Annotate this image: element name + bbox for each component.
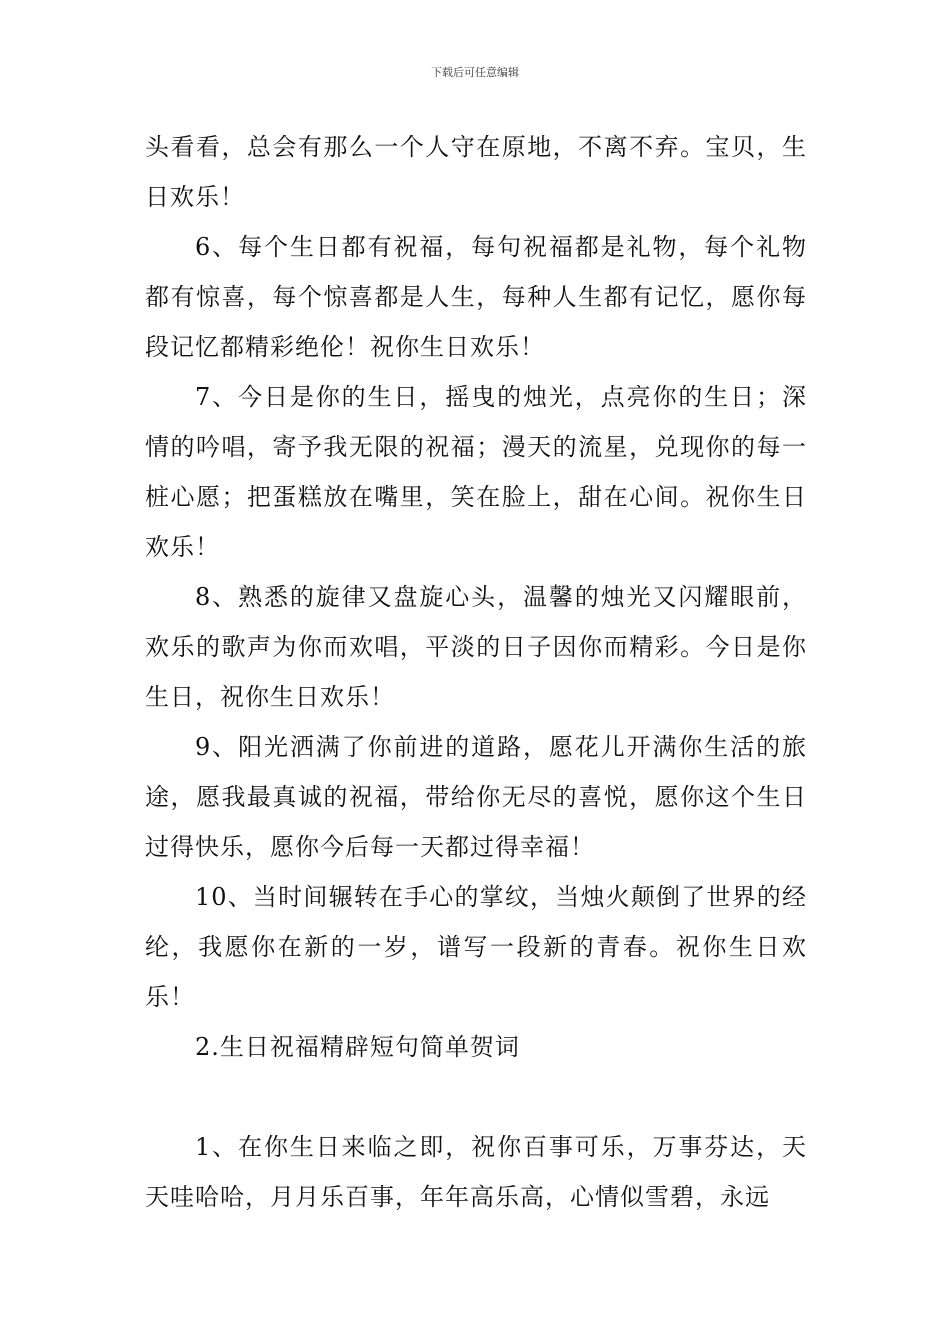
paragraph-section-wish-1: 1、在你生日来临之即，祝你百事可乐，万事芬达，天天哇哈哈，月月乐百事，年年高乐高，心情似雪碧，永远 xyxy=(145,1133,807,1211)
paragraph-wish-8: 8、熟悉的旋律又盘旋心头，温馨的烛光又闪耀眼前，欢乐的歌声为你而欢唱，平淡的日子因你而精彩。今日是你生日，祝你生日欢乐！ xyxy=(145,583,807,711)
section-heading: 2.生日祝福精辟短句简单贺词 xyxy=(195,1033,520,1061)
document-body xyxy=(145,122,807,1222)
paragraph-wish-7: 7、今日是你的生日，摇曳的烛光，点亮你的生日；深情的吟唱，寄予我无限的祝福；漫天的流星，兑现你的每一桩心愿；把蛋糕放在嘴里，笑在脸上，甜在心间。祝你生日欢乐！ xyxy=(145,383,807,561)
section-spacer xyxy=(145,1072,807,1122)
paragraph-wish-10: 10、当时间辗转在手心的掌纹，当烛火颠倒了世界的经纶，我愿你在新的一岁，谱写一段新的青春。祝你生日欢乐！ xyxy=(145,883,807,1011)
paragraph-wish-6: 6、每个生日都有祝福，每句祝福都是礼物，每个礼物都有惊喜，每个惊喜都是人生，每种人生都有记忆，愿你每段记忆都精彩绝伦！祝你生日欢乐！ xyxy=(145,233,807,361)
page-header-note: 下载后可任意编辑 xyxy=(431,66,519,79)
paragraph-continuation: 头看看，总会有那么一个人守在原地，不离不弃。宝贝，生日欢乐！ xyxy=(145,133,807,211)
paragraph-wish-9: 9、阳光洒满了你前进的道路，愿花儿开满你生活的旅途，愿我最真诚的祝福，带给你无尽的喜悦，愿你这个生日过得快乐，愿你今后每一天都过得幸福！ xyxy=(145,733,807,861)
